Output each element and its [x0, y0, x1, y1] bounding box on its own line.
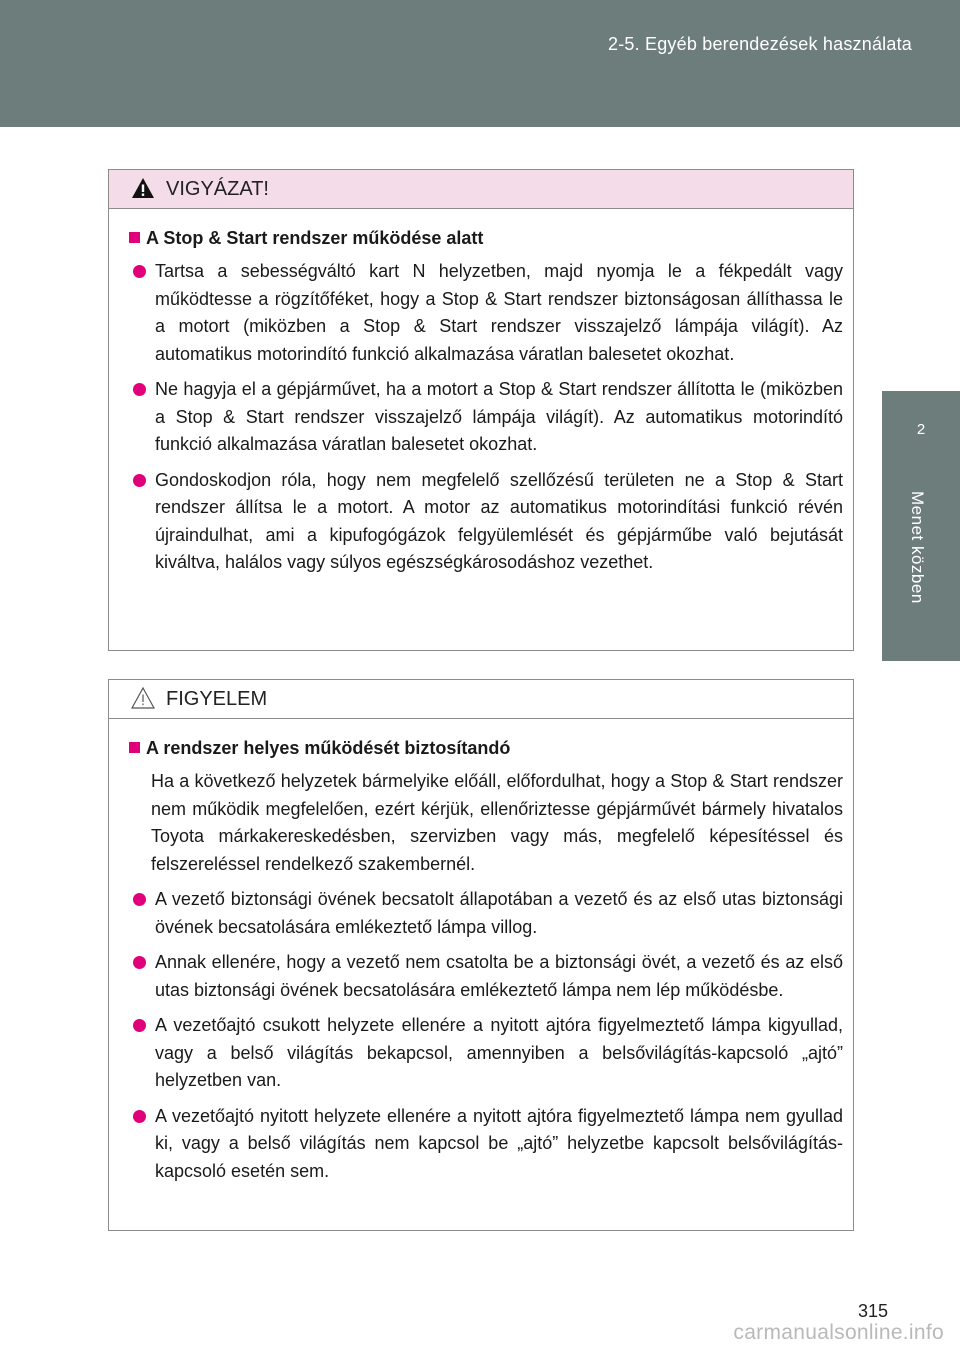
round-bullet-icon — [133, 1110, 146, 1123]
page-number: 315 — [857, 1301, 888, 1321]
watermark: carmanualsonline.info — [733, 1321, 944, 1344]
list-item — [127, 1103, 843, 1186]
round-bullet-icon — [133, 474, 146, 487]
list-item-text: Gondoskodjon róla, hogy nem megfelelő szellőzésű területen ne a Stop & Start rendszer állítsa le a motort. A motor az automatikus motorindítási funkció révén újraindulhat, ami a kipufogógázok felgyülemlését és gépjárműbe való bejutását kiváltva, halálos vagy súlyos egészségkárosodáshoz vezethet. — [155, 469, 843, 572]
warning-icon — [131, 176, 155, 205]
list-item — [127, 376, 843, 459]
caution-section-title — [127, 226, 843, 250]
caution-body — [109, 209, 853, 599]
list-item-text: Annak ellenére, hogy a vezető nem csatolta be a biztonsági övét, a vezető és az első utas biztonsági övének becsatolására emlékeztető lámpa nem lép működésbe. — [155, 952, 843, 1000]
list-item-text: Tartsa a sebességváltó kart N helyzetben, majd nyomja le a fékpedált vagy működtesse a rögzítőféket, hogy a Stop & Start rendszer biztonságosan állíthassa le a motort (miközben a Stop & Start rendszer visszajelző lámpája világít). Az automatikus motorindító funkció alkalmazása váratlan balesetet okozhat. — [155, 261, 843, 364]
round-bullet-icon — [133, 956, 146, 969]
notice-header — [109, 680, 853, 719]
round-bullet-icon — [133, 383, 146, 396]
list-item — [127, 467, 843, 577]
caution-box — [108, 169, 854, 651]
list-item-text: A vezetőajtó nyitott helyzete ellenére a nyitott ajtóra figyelmeztető lámpa nem gyullad ki, vagy a belső világítás nem kapcsol be „ajtó” helyzetbe kapcsolt belsővilágítás-kapcsoló esetén sem. — [155, 1105, 843, 1181]
list-item — [127, 258, 843, 368]
chapter-number: 2 — [916, 421, 926, 438]
round-bullet-icon — [133, 893, 146, 906]
header-band — [0, 0, 960, 127]
side-tab-spacer — [882, 127, 960, 391]
list-item-text: A vezetőajtó csukott helyzete ellenére a nyitott ajtóra figyelmeztető lámpa kigyullad, vagy a belső világítás bekapcsol, amennyiben a belsővilágítás-kapcsoló „ajtó” helyzetben van. — [155, 1015, 843, 1090]
list-item-text: A vezető biztonsági övének becsatolt állapotában a vezető és az első utas biztonsági övének becsatolására emlékeztető lámpa villog. — [155, 889, 843, 937]
notice-body — [109, 719, 853, 1207]
notice-section-title — [127, 736, 843, 760]
notice-section-title-text: A rendszer helyes működését biztosítandó — [146, 738, 511, 758]
square-bullet-icon — [129, 232, 140, 243]
caution-header — [109, 170, 853, 209]
round-bullet-icon — [133, 1019, 146, 1032]
list-item — [127, 1012, 843, 1095]
caution-title: VIGYÁZAT! — [166, 178, 269, 200]
side-strip — [882, 661, 960, 1352]
list-item-text: Ne hagyja el a gépjárművet, ha a motort a Stop & Start rendszer állította le (miközben a Stop & Start rendszer visszajelző lámpája világít). Az automatikus motorindító funkció alkalmazása váratlan balesetet okozhat. — [155, 379, 843, 454]
warning-outline-icon — [131, 686, 155, 715]
chapter-side-tab — [882, 391, 960, 661]
notice-box — [108, 679, 854, 1231]
chapter-label: Menet közben — [908, 491, 927, 604]
notice-intro: Ha a következő helyzetek bármelyike előáll, előfordulhat, hogy a Stop & Start rendszer nem működik megfelelően, ezért kérjük, ellenőriztesse gépjárművét bármely hivatalos Toyota márkakereskedésben, szervizben vagy más, megfelelő képesítéssel és felszereléssel rendelkező szakembernél. — [151, 771, 843, 874]
list-item — [127, 949, 843, 1004]
notice-title: FIGYELEM — [166, 688, 268, 710]
list-item — [127, 886, 843, 941]
section-header-title: 2-5. Egyéb berendezések használata — [607, 34, 912, 54]
round-bullet-icon — [133, 265, 146, 278]
caution-section-title-text: A Stop & Start rendszer működése alatt — [146, 228, 484, 248]
square-bullet-icon — [129, 742, 140, 753]
